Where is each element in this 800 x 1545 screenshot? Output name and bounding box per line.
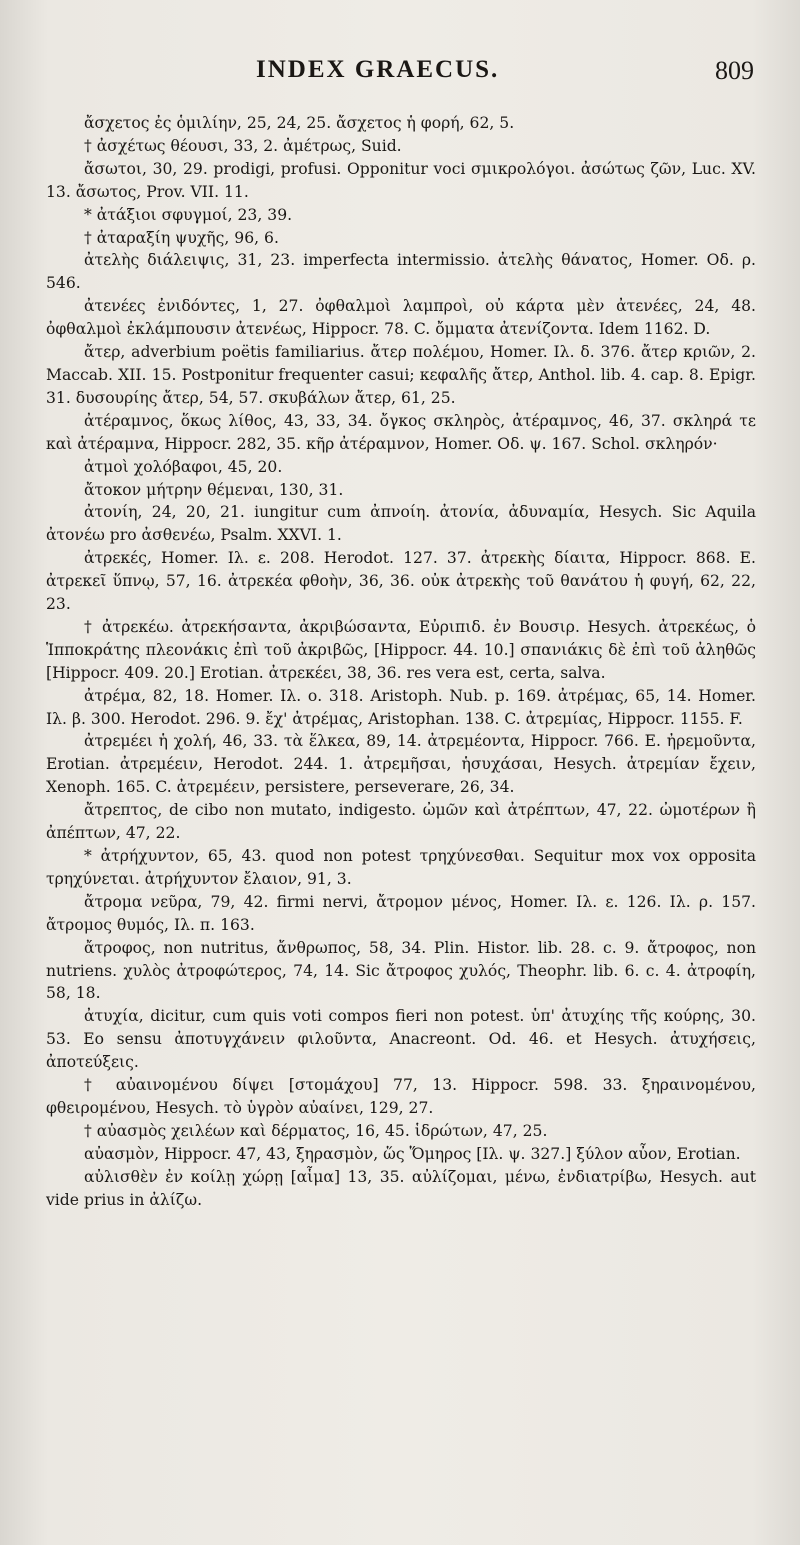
running-title: INDEX GRAECUS. <box>256 56 500 83</box>
index-entry: † αὐασμὸς χειλέων καὶ δέρματος, 16, 45. ἱδρώτων, 47, 25. <box>84 1121 548 1140</box>
index-entry: † ἀταραξίη ψυχῆς, 96, 6. <box>84 228 279 247</box>
page-number: 809 <box>715 56 754 85</box>
index-entry: ἀτονίη, 24, 20, 21. iungitur cum ἀπνοίη. ἀτονία, ἀδυναμία, Hesych. Sic Aquila ἀτονέω pro ἀσθενέω, Psalm. XXVI. 1. <box>46 503 756 545</box>
index-entry: ἄσωτοι, 30, 29. prodigi, profusi. Opponitur voci σμικρολόγοι. ἀσώτως ζῶν, Luc. XV. 13. ἄσωτος, Prov. VII. 11. <box>46 159 756 201</box>
index-entry: ἀτμοὶ χολόβαφοι, 45, 20. <box>84 457 283 476</box>
page-header <box>46 56 754 92</box>
index-entry: ἄτερ, adverbium poëtis familiarius. ἄτερ πολέμου, Homer. Ιλ. δ. 376. ἄτερ κριῶν, 2. Maccab. XII. 15. Postponitur frequenter casui; κεφαλῆς ἄτερ, Anthol. lib. 4. cap. 8. Epigr. 31. δυσουρίης ἄτερ, 54, 57. σκυβάλων ἄτερ, 61, 25. <box>46 343 756 407</box>
index-entry: ἀτενέες ἐνιδόντες, 1, 27. ὀφθαλμοὶ λαμπροὶ, οὐ κάρτα μὲν ἀτενέες, 24, 48. ὀφθαλμοὶ ἐκλάμπουσιν ἀτενέως, Hippocr. 78. C. ὄμματα ἀτενίζοντα. Idem 1162. D. <box>46 297 756 339</box>
index-entry: ἀτυχία, dicitur, cum quis voti compos fieri non potest. ὑπ' ἀτυχίης τῆς κούρης, 30. 53. Eo sensu ἀποτυγχάνειν φιλοῦντα, Anacreont. Od. 46. et Hesych. ἀτυχήσεις, ἀποτεύξεις. <box>46 1007 756 1072</box>
index-entry: ἄτροφος, non nutritus, ἄνθρωπος, 58, 34. Plin. Histor. lib. 28. c. 9. ἄτροφος, non nutriens. χυλὸς ἀτροφώτερος, 74, 14. Sic ἄτροφος χυλός, Theophr. lib. 6. c. 4. ἀτροφίη, 58, 18. <box>46 938 756 1003</box>
index-entry: ἄτοκον μήτρην θέμεναι, 130, 31. <box>84 480 344 499</box>
index-entry: * ἀτάξιοι σφυγμοί, 23, 39. <box>84 205 293 224</box>
index-entry: ἄτρομα νεῦρα, 79, 42. firmi nervi, ἄτρομον μένος, Homer. Ιλ. ε. 126. Ιλ. ρ. 157. ἄτρομος θυμός, Ιλ. π. 163. <box>46 892 756 934</box>
index-entry: αὐασμὸν, Hippocr. 47, 43, ξηρασμὸν, ὥς Ὅμηρος [Ιλ. ψ. 327.] ξύλον αὖον, Erotian. <box>84 1144 741 1163</box>
index-body <box>46 112 756 1212</box>
index-entry: ἀτρέμα, 82, 18. Homer. Ιλ. ο. 318. Aristoph. Nub. p. 169. ἀτρέμας, 65, 14. Homer. Ιλ. β. 300. Herodot. 296. 9. ἔχ' ἀτρέμας, Aristophan. 138. C. ἀτρεμίας, Hippocr. 1155. F. <box>46 686 756 728</box>
index-entry: ἀτελὴς διάλειψις, 31, 23. imperfecta intermissio. ἀτελὴς θάνατος, Homer. Οδ. ρ. 546. <box>46 251 756 293</box>
index-entry: ἀτρεκές, Homer. Ιλ. ε. 208. Herodot. 127. 37. ἀτρεκὴς δίαιτα, Hippocr. 868. E. ἀτρεκεῖ ὕπνῳ, 57, 16. ἀτρεκέα φθοὴν, 36, 36. οὐκ ἀτρεκὴς τοῦ θανάτου ἡ φυγή, 62, 22, 23. <box>46 549 756 614</box>
index-entry: * ἀτρήχυντον, 65, 43. quod non potest τρηχύνεσθαι. Sequitur mox vox opposita τρηχύνεται. ἀτρήχυντον ἔλαιον, 91, 3. <box>46 847 756 888</box>
index-entry: ἄσχετος ἐς ὁμιλίην, 25, 24, 25. ἄσχετος ἡ φορή, 62, 5. <box>84 114 515 132</box>
index-entry: † ἀτρεκέω. ἀτρεκήσαντα, ἀκριβώσαντα, Εὐριπιδ. ἐν Βουσιρ. Hesych. ἀτρεκέως, ὁ Ἱπποκράτης πλεονάκις ἐπὶ τοῦ ἀκριβῶς, [Hippocr. 44. 10.] σπανιάκις δὲ ἐπὶ τοῦ ἀληθῶς [Hippocr. 409. 20.] Erotian. ἀτρεκέει, 38, 36. res vera est, certa, salva. <box>46 617 756 682</box>
index-entry: αὐλισθὲν ἐν κοίλῃ χώρῃ [αἷμα] 13, 35. αὐλίζομαι, μένω, ἐνδιατρίβω, Hesych. aut vide prius in ἀλίζω. <box>46 1167 756 1209</box>
index-entry: † ἀσχέτως θέουσι, 33, 2. ἀμέτρως, Suid. <box>84 136 402 155</box>
index-entry: ἀτρεμέει ἡ χολή, 46, 33. τὰ ἕλκεα, 89, 14. ἀτρεμέοντα, Hippocr. 766. E. ἠρεμοῦντα, Erotian. ἀτρεμέειν, Herodot. 244. 1. ἀτρεμῆσαι, ἡσυχάσαι, Hesych. ἀτρεμίαν ἔχειν, Xenoph. 165. C. ἀτρεμέειν, persistere, perseverare, 26, 34. <box>46 732 756 797</box>
index-entry: † αὐαινομένου δίψει [στομάχου] 77, 13. Hippocr. 598. 33. ξηραινομένου, φθειρομένου, Hesych. τὸ ὑγρὸν αὐαίνει, 129, 27. <box>46 1076 756 1117</box>
index-entry: ἀτέραμνος, ὅκως λίθος, 43, 33, 34. ὄγκος σκληρὸς, ἀτέραμνος, 46, 37. σκληρά τε καὶ ἀτέραμνα, Hippocr. 282, 35. κῆρ ἀτέραμνον, Homer. Οδ. ψ. 167. Schol. σκληρόν· <box>46 411 756 453</box>
index-entry: ἄτρεπτος, de cibo non mutato, indigesto. ὠμῶν καὶ ἀτρέπτων, 47, 22. ὠμοτέρων ἢ ἀπέπτων, 47, 22. <box>46 801 756 843</box>
